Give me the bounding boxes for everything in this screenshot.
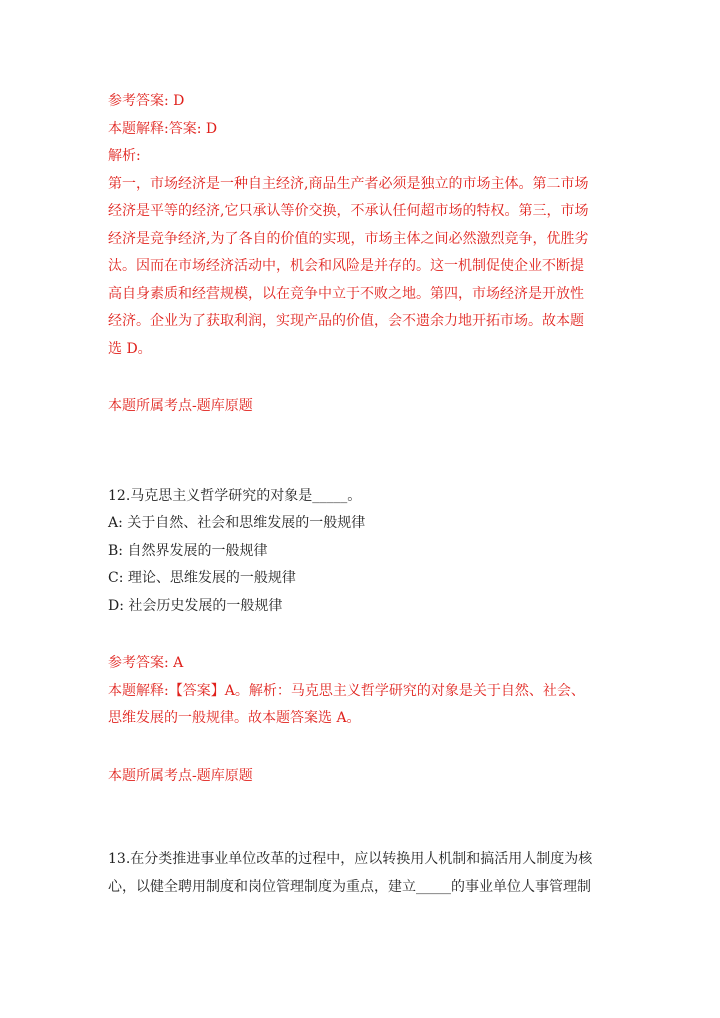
q13-stem-line: 心，以健全聘用制度和岗位管理制度为重点，建立_____的事业单位人事管理制: [108, 878, 591, 895]
q12-category: 本题所属考点-题库原题: [108, 767, 253, 784]
q11-analysis-label: 解析:: [108, 148, 141, 164]
q12-option-c: C: 理论、思维发展的一般规律: [108, 570, 296, 586]
q11-analysis-line: 经济是平等的经济,它只承认等价交换，不承认任何超市场的特权。第三，市场: [108, 203, 589, 219]
q12-explanation-line: 本题解释:【答案】A。解析：马克思主义哲学研究的对象是关于自然、社会、: [108, 682, 585, 699]
q11-analysis-line: 高自身素质和经营规模，以在竞争中立于不败之地。第四，市场经济是开放性: [108, 285, 584, 302]
q12-stem: 12.马克思主义哲学研究的对象是_____。: [108, 487, 362, 504]
q12-answer: 参考答案: A: [108, 655, 184, 671]
q11-analysis-line: 第一，市场经济是一种自主经济,商品生产者必须是独立的市场主体。第二市场: [108, 175, 589, 192]
q12-option-b: B: 自然界发展的一般规律: [108, 542, 268, 559]
document-page: [108, 88, 618, 901]
q12-option-d: D: 社会历史发展的一般规律: [108, 597, 283, 614]
q11-explanation-answer: 本题解释:答案: D: [108, 120, 218, 137]
q12-option-a: A: 关于自然、社会和思维发展的一般规律: [108, 515, 366, 531]
q11-analysis-line: 汰。因而在市场经济活动中，机会和风险是并存的。这一机制促使企业不断提: [108, 258, 584, 274]
q11-category: 本题所属考点-题库原题: [108, 398, 253, 414]
q13-stem-line: 13.在分类推进事业单位改革的过程中，应以转换用人机制和搞活用人制度为核: [108, 851, 593, 867]
q11-analysis-line: 选 D。: [108, 340, 152, 357]
q11-analysis-line: 经济。企业为了获取利润，实现产品的价值，会不遗余力地开拓市场。故本题: [108, 313, 584, 329]
q12-explanation-line: 思维发展的一般规律。故本题答案选 A。: [108, 710, 361, 726]
q11-answer: 参考答案: D: [108, 93, 185, 109]
q11-analysis-line: 经济是竞争经济,为了各自的价值的实现，市场主体之间必然激烈竞争，优胜劣: [108, 230, 589, 247]
